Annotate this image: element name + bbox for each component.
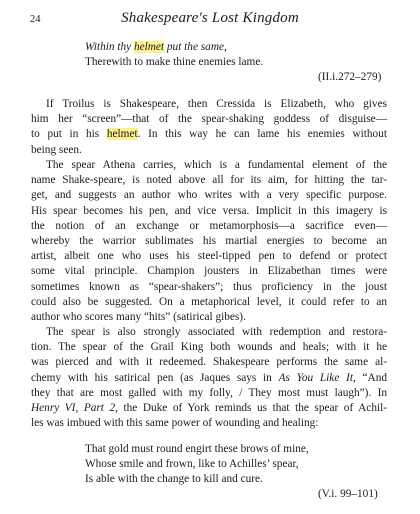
text-line: artist, albeit one who uses his steel-tipped pen to defend or protect [31,250,387,263]
text-line: tion. The spear of the Grail King both wounds and heals; with it he [31,341,387,354]
highlighted-word: helmet [106,128,138,141]
text-line: to put in his helmet. In this way he can lame his enemies without [31,128,387,141]
text-line: get, and suggests an author who writes with a very specific purpose. [31,189,387,202]
verse-citation: (V.i. 99–101) [318,488,378,500]
text-line: Henry VI, Part 2, the Duke of York reminds us that the spear of Achil- [31,401,388,414]
text-line: could also be suggested. On a metaphorical level, it could refer to an [31,295,387,308]
text-line: name Shake-speare, is noted above all for its aim, for hitting the tar- [31,174,387,187]
paragraph [31,158,387,325]
text-line: some vital principle. Champion jousters in Elizabethan times were [31,265,387,278]
italic-title: Henry VI, Part 2, [31,401,118,414]
text-line: was pierced and with it redeemed. Shakespeare performs the same al- [31,356,387,369]
running-head: Shakespeare's Lost Kingdom [121,10,299,26]
paragraph [31,325,387,431]
verse-citation: (II.i.272–279) [318,71,382,83]
page-header [30,10,390,32]
text-line: they that are most galled with my folly, / They most must laugh”). In [31,386,387,399]
text-line: author who scores many “hits” (satirical gibes). [31,310,246,323]
text-line: being seen. [31,143,82,156]
text-line: whereby the warrior sublimates his martial energies to become an [31,234,387,247]
text-line: the notion of an exchange or metamorphosis—a sacrifice even— [31,219,387,232]
text-line: chemy with his satirical pen (as Jaques says in As You Like It, “And [31,371,387,384]
page-number: 24 [30,14,41,25]
text-line: His spear becomes his pen, and vice versa. Implicit in this imagery is [31,204,387,217]
text-line: The spear Athena carries, which is a fundamental element of the [46,159,387,171]
highlighted-word: helmet [133,41,165,53]
verse-line: Is able with the change to kill and cure. [85,473,263,485]
text-line: The spear is also strongly associated with redemption and restora- [46,326,387,338]
verse-line: Within thy helmet put the same, [85,41,227,53]
text-line: les was imbued with this same power of wounding and healing: [31,417,319,430]
verse-line: Therewith to make thine enemies lame. [85,56,264,68]
text-line: sometimes known as “spear-shakers”; thus proficiency in the joust [31,280,387,293]
text-line: If Troilus is Shakespeare, then Cressida is Elizabeth, who gives [46,98,387,110]
italic-title: As You Like It, [278,371,356,384]
verse-line: That gold must round engirt these brows of mine, [85,443,309,455]
paragraph [31,97,387,158]
verse-line: Whose smile and frown, like to Achilles’ spear, [85,458,299,470]
text-line: him her “screen”—that of the spear-shaking goddess of disguise— [31,113,387,126]
